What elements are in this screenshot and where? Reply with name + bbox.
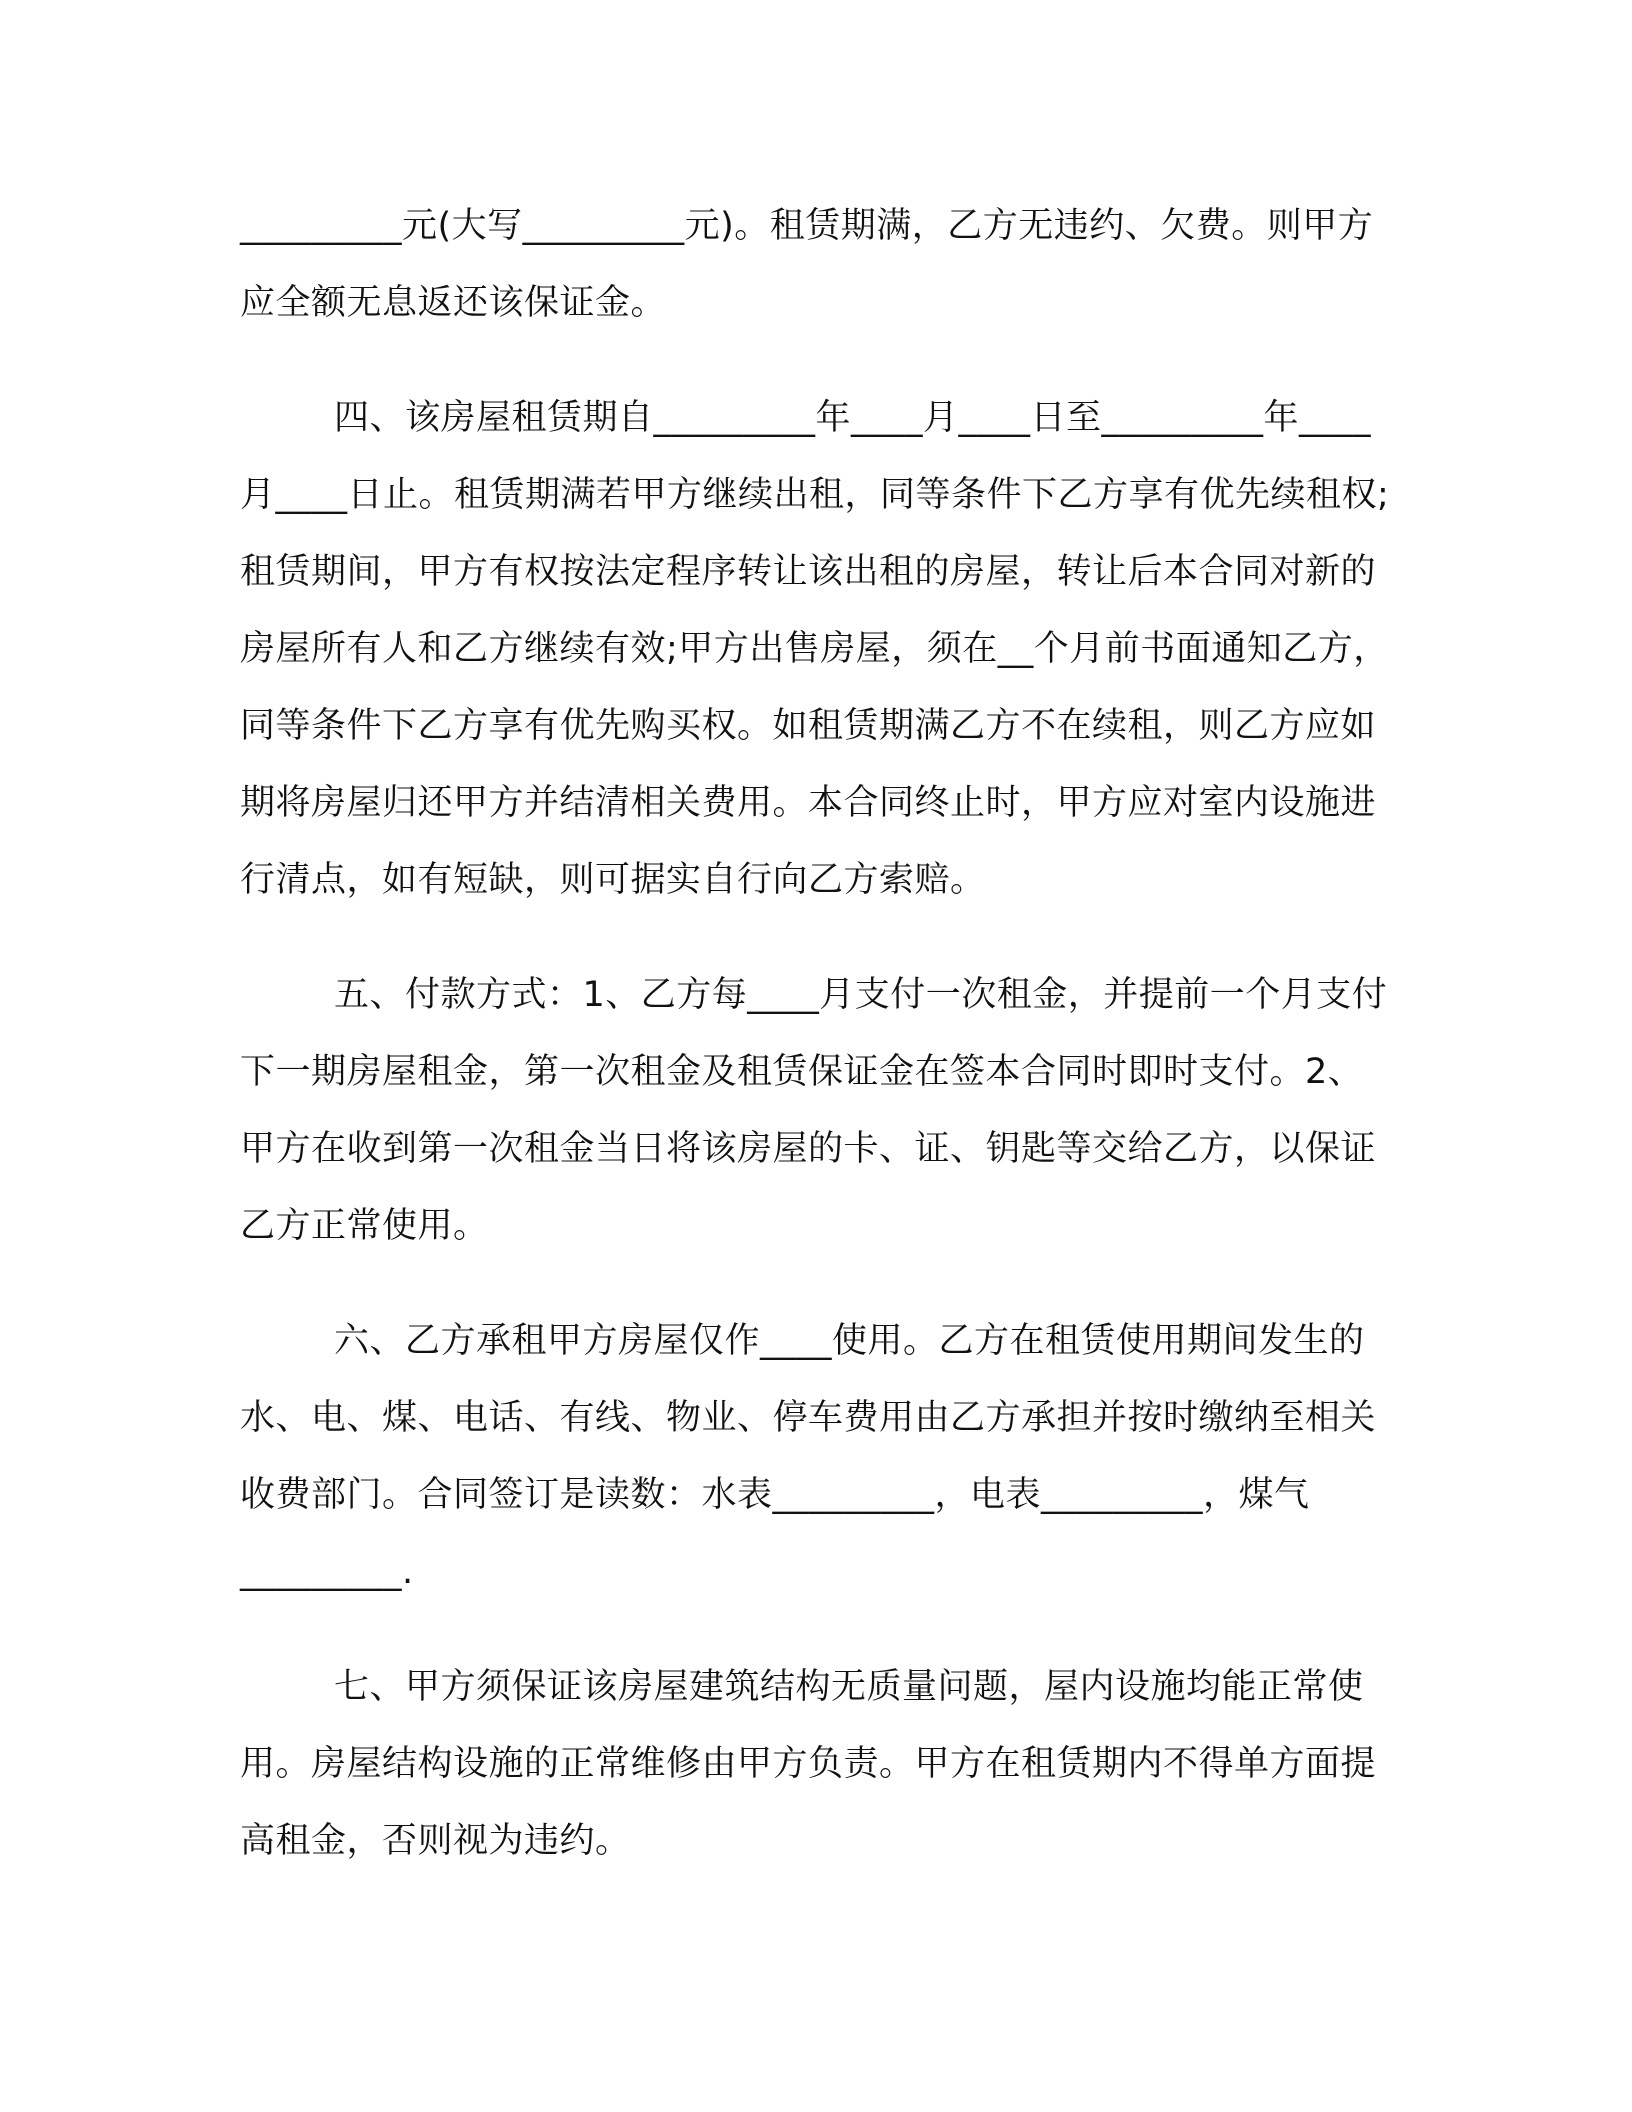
paragraph-usage-and-fees: 六、乙方承租甲方房屋仅作____使用。乙方在租赁使用期间发生的水、电、煤、电话、有线、物业、停车费用由乙方承担并按时缴纳至相关收费部门。合同签订是读数：水表_________，电表_________，煤气_________. (240, 1321, 1377, 1592)
paragraph-lease-term: 四、该房屋租赁期自_________年____月____日至_________年____月____日止。租赁期满若甲方继续出租，同等条件下乙方享有优先续租权;租赁期间，甲方有权按法定程序转让该出租的房屋，转让后本合同对新的房屋所有人和乙方继续有效;甲方出售房屋，须在__个月前书面通知乙方，同等条件下乙方享有优先购买权。如租赁期满乙方不在续租，则乙方应如期将房屋归还甲方并结清相关费用。本合同终止时，甲方应对室内设施进行清点，如有短缺，则可据实自行向乙方索赔。 (240, 398, 1390, 900)
paragraph-landlord-obligations: 七、甲方须保证该房屋建筑结构无质量问题，屋内设施均能正常使用。房屋结构设施的正常维修由甲方负责。甲方在租赁期内不得单方面提高租金，否则视为违约。 (240, 1667, 1377, 1861)
document-page (240, 188, 1390, 1918)
paragraph-deposit-refund: _________元(大写_________元)。租赁期满，乙方无违约、欠费。则甲方应全额无息返还该保证金。 (240, 206, 1374, 323)
paragraph-payment-method: 五、付款方式：1、乙方每____月支付一次租金，并提前一个月支付下一期房屋租金，第一次租金及租赁保证金在签本合同时即时支付。2、甲方在收到第一次租金当日将该房屋的卡、证、钥匙等交给乙方，以保证乙方正常使用。 (240, 975, 1388, 1246)
